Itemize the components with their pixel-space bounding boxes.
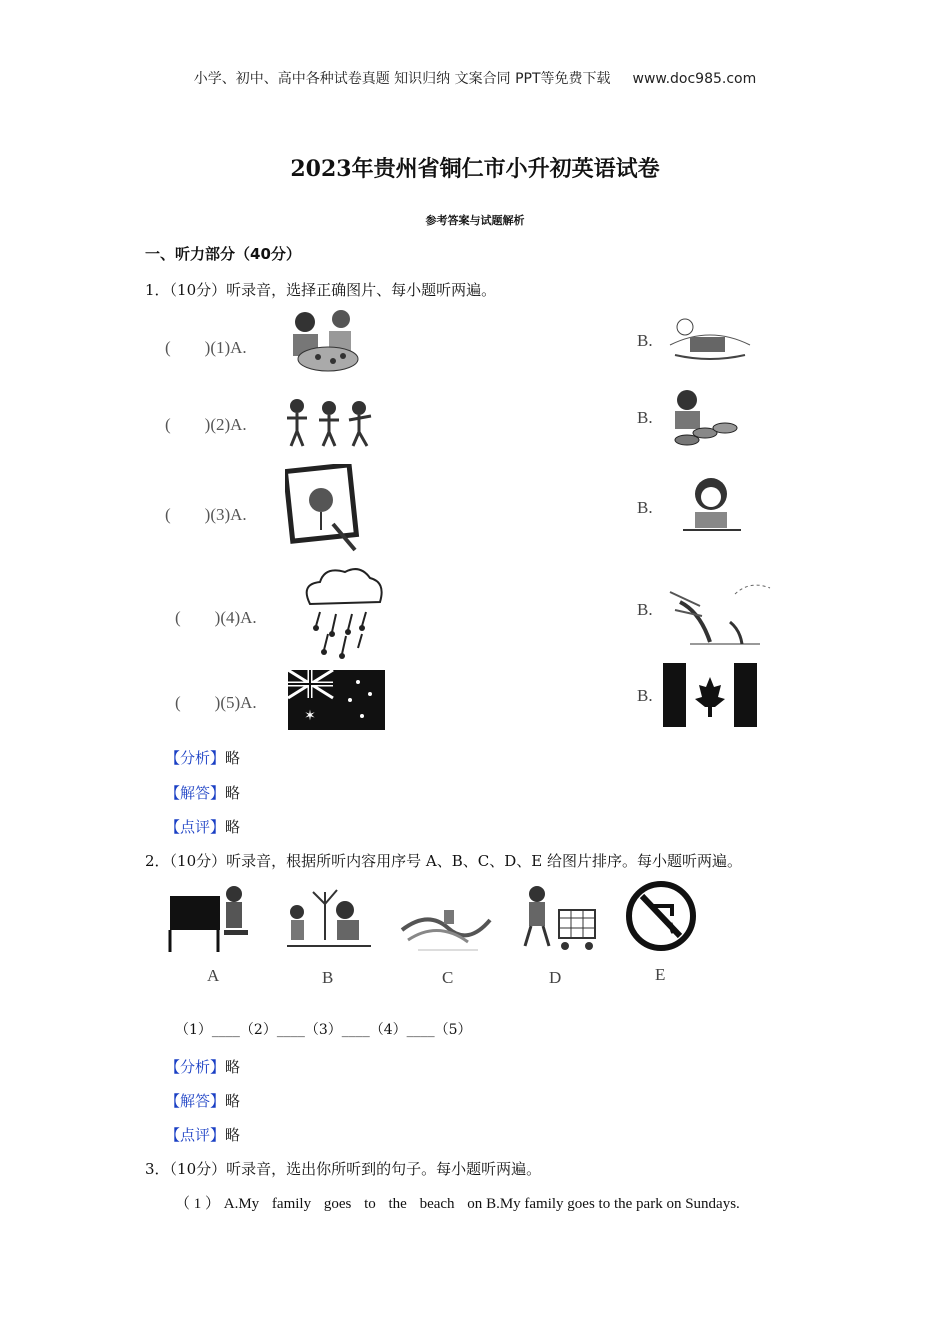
comment-text: 略 [225,1126,241,1144]
q1-row4-option-b: B. [637,600,653,619]
q1-answer [165,782,240,803]
q1-row5-option-b: B. [637,686,653,705]
analysis-text: 略 [225,1058,241,1076]
header-text: 小学、初中、高中各种试卷真题 知识归纳 文案合同 PPT等免费下载 [193,71,611,87]
svg-text:✶: ✶ [304,708,316,724]
header-site-link[interactable]: www.doc985.com [632,71,757,87]
rain-cloud-image [300,564,386,660]
q2-answer [165,1090,240,1111]
analysis-tag: 【分析】 [165,749,226,767]
children-dancing-image [283,396,375,451]
q1-comment [165,816,240,837]
q1-row1-label: ( )(1)A. [165,338,247,357]
windy-tree-image [660,572,775,648]
q1-row3-label: ( )(3)A. [165,505,247,524]
q2-answer-blanks[interactable]: （1）____（2）____（3）____（4）____（5） [175,1022,472,1038]
page-title: 2023年贵州省铜仁市小升初英语试卷 [290,156,660,182]
page-header [0,68,950,88]
section-heading-listening: 一、听力部分（40分） [145,245,301,263]
analysis-tag: 【分析】 [165,1058,226,1076]
question-1-stem: 1．（10分）听录音，选择正确图片、每小题听两遍。 [145,281,497,299]
page-subtitle: 参考答案与试题解析 [425,214,525,227]
answer-tag: 【解答】 [165,784,226,802]
q2-label-e: E [655,965,666,984]
q1-row2-label: ( )(2)A. [165,415,247,434]
cooking-image [665,388,743,452]
great-wall-image [398,890,493,960]
comment-tag: 【点评】 [165,1126,226,1144]
q1-row2-option-b: B. [637,408,653,427]
q1-analysis [165,747,240,768]
canada-flag-image [663,663,757,727]
q2-label-b: B [322,968,334,987]
girl-writing-image [683,474,743,536]
question-3-stem: 3．（10分）听录音，选出你所听到的句子。每小题听两遍。 [145,1160,542,1178]
q1-row3-option-b: B. [637,498,653,517]
q3-option-a[interactable]: A.My family goes to the beach on [223,1196,483,1212]
q3-item-1 [175,1192,740,1213]
shopping-cart-image [515,884,605,958]
q1-row5-label: ( )(5)A. [175,693,257,712]
q2-label-d: D [549,968,562,987]
q2-comment [165,1124,240,1145]
family-picnic-image [283,307,368,379]
boat-lake-image [665,315,755,363]
answer-tag: 【解答】 [165,1092,226,1110]
comment-tag: 【点评】 [165,818,226,836]
painting-sunflower-image [285,464,361,552]
planting-tree-image [285,884,373,954]
q3-item-number: （ 1 ） [175,1196,221,1212]
q3-option-b[interactable]: B.My family goes to the park on Sundays. [486,1196,740,1212]
q1-row4-label: ( )(4)A. [175,608,257,627]
piano-image [168,880,252,960]
q2-label-c: C [442,968,454,987]
q2-analysis [165,1056,240,1077]
q1-row1-option-b: B. [637,331,653,350]
comment-text: 略 [225,818,241,836]
australia-flag-image [288,670,385,730]
answer-text: 略 [225,1092,241,1110]
question-2-stem: 2．（10分）听录音，根据所听内容用序号 A、B、C、D、E 给图片排序。每小题听两遍。 [145,852,742,870]
answer-text: 略 [225,784,241,802]
no-water-waste-sign-image [624,878,698,956]
analysis-text: 略 [225,749,241,767]
q2-label-a: A [207,966,220,985]
